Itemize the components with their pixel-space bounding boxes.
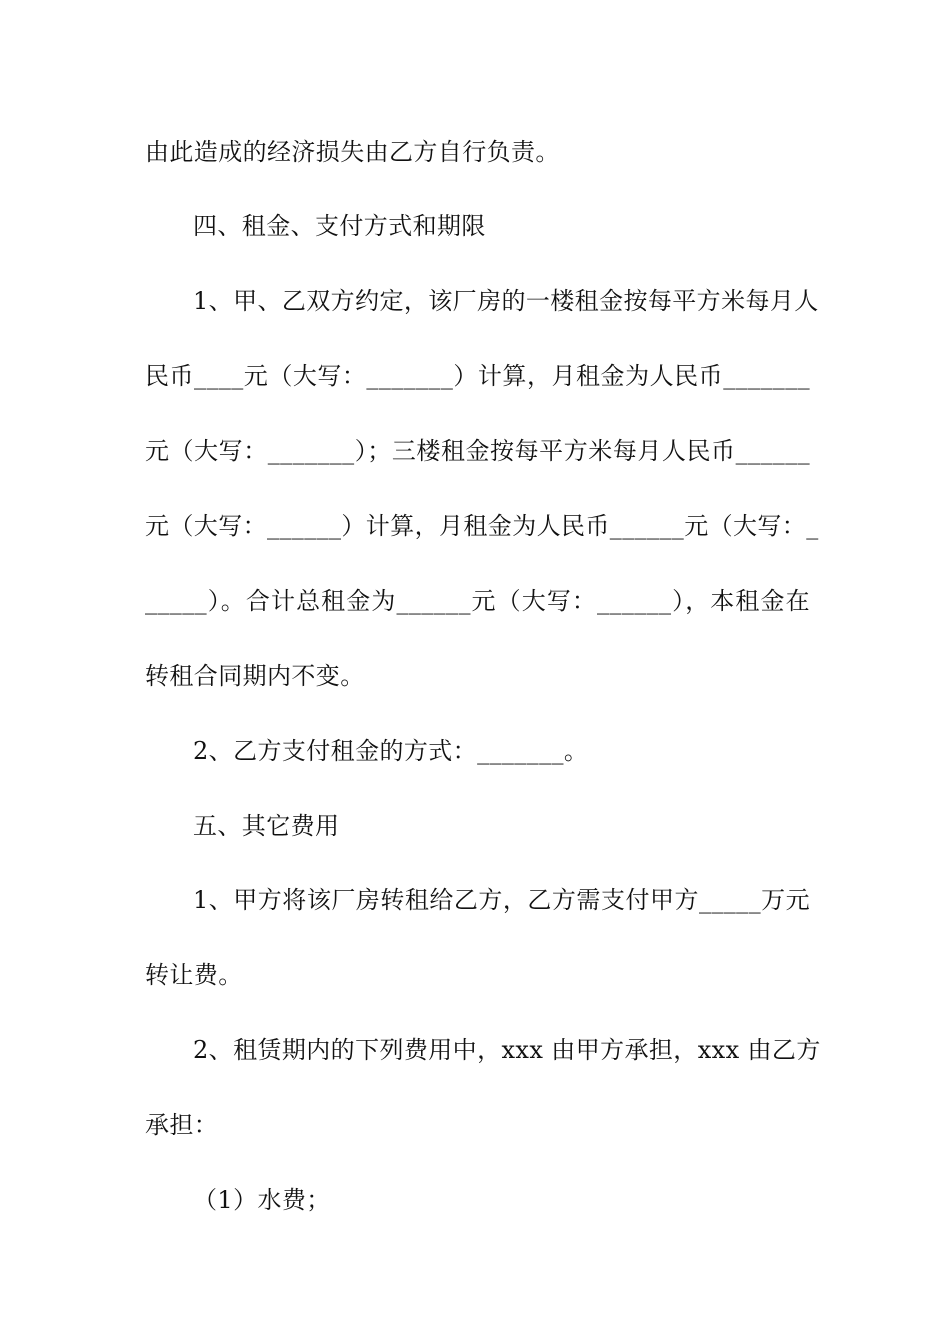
paragraph-line-1: 由此造成的经济损失由乙方自行负责。 — [145, 138, 560, 166]
section-heading-rent: 四、租金、支付方式和期限 — [193, 212, 486, 240]
list-item-water-fee: （1）水费； — [193, 1186, 331, 1214]
paragraph-line-12: 转让费。 — [145, 961, 243, 989]
paragraph-line-11: 1、甲方将该厂房转租给乙方，乙方需支付甲方_____万元 — [193, 886, 810, 914]
paragraph-line-8: 转租合同期内不变。 — [145, 662, 365, 690]
paragraph-line-14: 承担： — [145, 1111, 219, 1139]
paragraph-line-13: 2、租赁期内的下列费用中，xxx 由甲方承担，xxx 由乙方 — [193, 1036, 821, 1064]
paragraph-line-4: 民币____元（大写：_______）计算，月租金为人民币_______ — [145, 362, 810, 390]
paragraph-line-5: 元（大写：_______）；三楼租金按每平方米每月人民币______ — [145, 437, 810, 465]
paragraph-line-7: _____）。合计总租金为______元（大写：______），本租金在 — [145, 587, 810, 615]
paragraph-line-9: 2、乙方支付租金的方式：_______。 — [193, 737, 589, 765]
section-heading-other-fees: 五、其它费用 — [193, 812, 340, 840]
paragraph-line-6: 元（大写：______）计算，月租金为人民币______元（大写：_ — [145, 512, 819, 540]
paragraph-line-3: 1、甲、乙双方约定，该厂房的一楼租金按每平方米每月人 — [193, 287, 819, 315]
